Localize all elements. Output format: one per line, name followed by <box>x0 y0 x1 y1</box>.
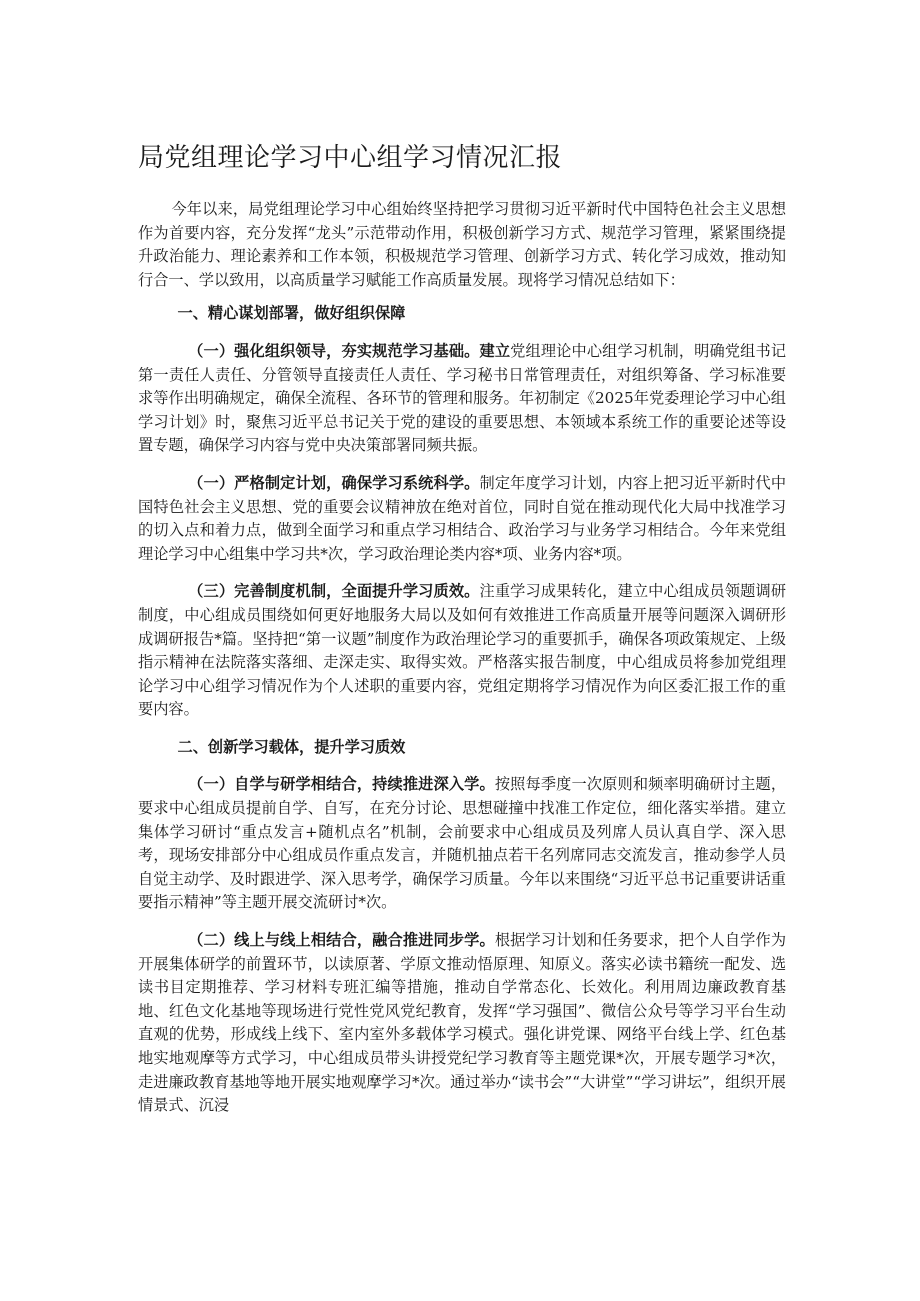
section-1-item-3 <box>138 580 786 722</box>
section-2-item-1 <box>138 773 786 915</box>
section-1-item-1 <box>138 340 786 458</box>
intro-paragraph: 今年以来，局党组理论学习中心组始终坚持把学习贯彻习近平新时代中国特色社会主义思想作为首要内容，充分发挥“龙头”示范带动作用，积极创新学习方式、规范学习管理，紧紧围绕提升政治能力、理论素养和工作本领，积极规范学习管理、创新学习方式、转化学习成效，推动知行合一、学以致用，以高质量学习赋能工作高质量发展。现将学习情况总结如下： <box>138 200 786 289</box>
item-body: 根据学习计划和任务要求，把个人自学作为开展集体研学的前置环节，以读原著、学原文推动悟原理、知原义。落实必读书籍统一配发、选读书目定期推荐、学习材料专班汇编等措施，推动自学常态化、长效化。利用周边廉政教育基地、红色文化基地等现场进行党性党风党纪教育，发挥“学习强国”、微信公众号等学习平台生动直观的优势，形成线上线下、室内室外多载体学习模式。强化讲党课、网络平台线上学、红色基地实地观摩等方式学习，中心组成员带头讲授党纪学习教育等主题党课*次，开展专题学习*次，走进廉政教育基地等地开展实地观摩学习*次。通过举办“读书会”“大讲堂”“学习讲坛”，组织开展情景式、沉浸 <box>138 931 787 1115</box>
document-title: 局党组理论学习中心组学习情况汇报 <box>138 143 563 173</box>
item-body: 按照每季度一次原则和频率明确研讨主题，要求中心组成员提前自学、自写，在充分讨论、思想碰撞中找准工作定位，细化落实举措。建立集体学习研讨“重点发言+随机点名”机制，会前要求中心组成员及列席人员认真自学、深入思考，现场安排部分中心组成员作重点发言，并随机抽点若干名列席同志交流发言，推动参学人员自觉主动学、及时跟进学、深入思考学，确保学习质量。今年以来围绕“习近平总书记重要讲话重要指示精神”等主题开展交流研讨*次。 <box>138 775 787 912</box>
section-2-item-2 <box>138 929 786 1118</box>
item-body: 制定年度学习计划，内容上把习近平新时代中国特色社会主义思想、党的重要会议精神放在绝对首位，同时自觉在推动现代化大局中找准学习的切入点和着力点，做到全面学习和重点学习相结合、政治学习与业务学习相结合。今年来党组理论学习中心组集中学习共*次，学习政治理论类内容*项、业务内容*项。 <box>138 473 787 563</box>
item-lead: （二）线上与线上相结合，融合推进同步学。 <box>188 931 495 950</box>
item-lead: （一）严格制定计划，确保学习系统科学。 <box>188 473 480 492</box>
item-lead: （一）强化组织领导，夯实规范学习基础。建立 <box>188 341 511 360</box>
item-body: 党组理论中心组学习机制，明确党组书记第一责任人责任、分管领导直接责任人责任、学习秘书日常管理责任，对组织筹备、学习标准要求等作出明确规定，确保全流程、各环节的管理和服务。年初制定《2025年党委理论学习中心组学习计划》时，聚焦习近平总书记关于党的建设的重要思想、本领域本系统工作的重要论述等设置专题，确保学习内容与党中央决策部署同频共振。 <box>138 341 787 455</box>
document-page <box>138 140 786 1118</box>
section-heading-2: 二、创新学习载体，提升学习质效 <box>177 737 406 756</box>
item-lead: （一）自学与研学相结合，持续推进深入学。 <box>188 775 495 794</box>
item-body: 注重学习成果转化，建立中心组成员领题调研制度，中心组成员围绕如何更好地服务大局以及如何有效推进工作高质量开展等问题深入调研形成调研报告*篇。坚持把“第一议题”制度作为政治理论学习的重要抓手，确保各项政策规定、上级指示精神在法院落实落细、走深走实、取得实效。严格落实报告制度，中心组成员将参加党组理论学习中心组学习情况作为个人述职的重要内容，党组定期将学习情况作为向区委汇报工作的重要内容。 <box>138 582 787 719</box>
item-lead: （三）完善制度机制，全面提升学习质效。 <box>188 582 480 601</box>
section-heading-1: 一、精心谋划部署，做好组织保障 <box>177 304 406 323</box>
section-1-item-2 <box>138 472 786 566</box>
